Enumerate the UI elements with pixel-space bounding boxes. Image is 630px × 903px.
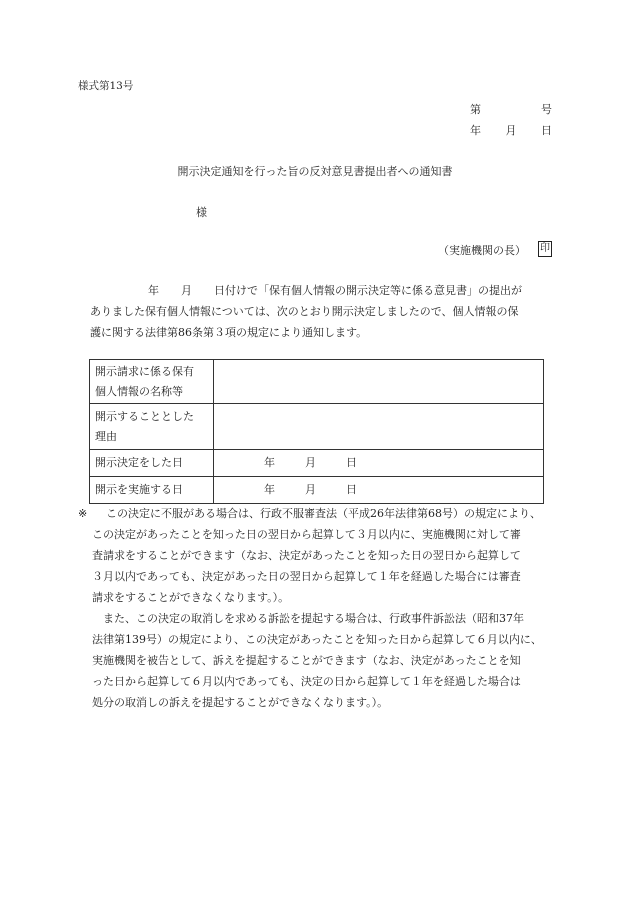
form-number: 様式第13号 [78,80,134,92]
note-line: また、この決定の取消しを求める訴訟を提起する場合は、行政事件訴訟法（昭和37年 [92,612,524,625]
intro-line: ありました保有個人情報については、次のとおり開示決定しましたので、個人情報の保 [90,305,519,318]
date-month: 月 [305,483,316,497]
issue-day: 日 [541,124,552,137]
page-title: 開示決定通知を行った旨の反対意見書提出者への通知書 [177,165,453,178]
note-line: 法律第139号）の規定により、この決定があったことを知った日から起算して６月以内に、 [92,633,542,646]
note-line: この決定に不服がある場合は、行政不服審査法（平成26年法律第68号）の規定により、 [106,507,541,520]
date-month: 月 [305,456,316,470]
implementation-date [214,477,544,504]
appeal-note [78,503,558,713]
table-row [90,404,544,450]
label-line: 開示することとした [95,409,194,423]
note-first-paragraph [78,503,558,608]
document-number-line [470,103,552,116]
table-label [90,360,214,404]
note-line: 処分の取消しの訴えを提起することができなくなります。）。 [92,696,389,709]
issue-date-line [470,124,552,137]
note-mark: ※ [78,507,88,520]
table-row [90,477,544,504]
table-value [214,360,544,404]
note-line: 実施機関を被告として、訴えを提起することができます（なお、決定があったことを知 [92,654,521,667]
date-day: 日 [346,483,357,497]
table-label: 開示決定をした日 [90,450,214,477]
table-row [90,360,544,404]
number-suffix: 号 [541,103,552,116]
table-value [214,404,544,450]
issue-year: 年 [470,124,481,137]
intro-paragraph [90,280,552,343]
intro-line: 護に関する法律第86条第３項の規定により通知します。 [90,326,368,339]
issuer: （実施機関の長） [438,244,526,257]
table-label: 開示を実施する日 [90,477,214,504]
note-line: この決定があったことを知った日の翌日から起算して３月以内に、実施機関に対して審 [92,528,521,541]
date-year: 年 [264,456,275,470]
note-line: ３月以内であっても、決定があった日の翌日から起算して１年を経過した場合には審査 [92,570,521,583]
table-row [90,450,544,477]
number-prefix: 第 [470,103,481,116]
date-day: 日 [346,456,357,470]
issue-month: 月 [505,124,517,137]
intro-line: 年 月 日付けで「保有個人情報の開示決定等に係る意見書」の提出が [148,284,522,297]
note-line: 査請求をすることができます（なお、決定があったことを知った日の翌日から起算して [92,549,521,562]
label-line: 理由 [95,429,117,443]
disclosure-table [89,359,544,504]
decision-date [214,450,544,477]
seal-mark: 印 [538,241,552,257]
addressee-suffix: 様 [196,206,207,219]
label-line: 個人情報の名称等 [95,384,183,398]
note-second-paragraph [78,608,558,713]
table-label [90,404,214,450]
date-year: 年 [264,483,275,497]
note-line: った日から起算して６月以内であっても、決定の日から起算して１年を経過した場合は [92,675,521,688]
label-line: 開示請求に係る保有 [95,364,194,378]
note-line: 請求をすることができなくなります。）。 [92,591,290,604]
